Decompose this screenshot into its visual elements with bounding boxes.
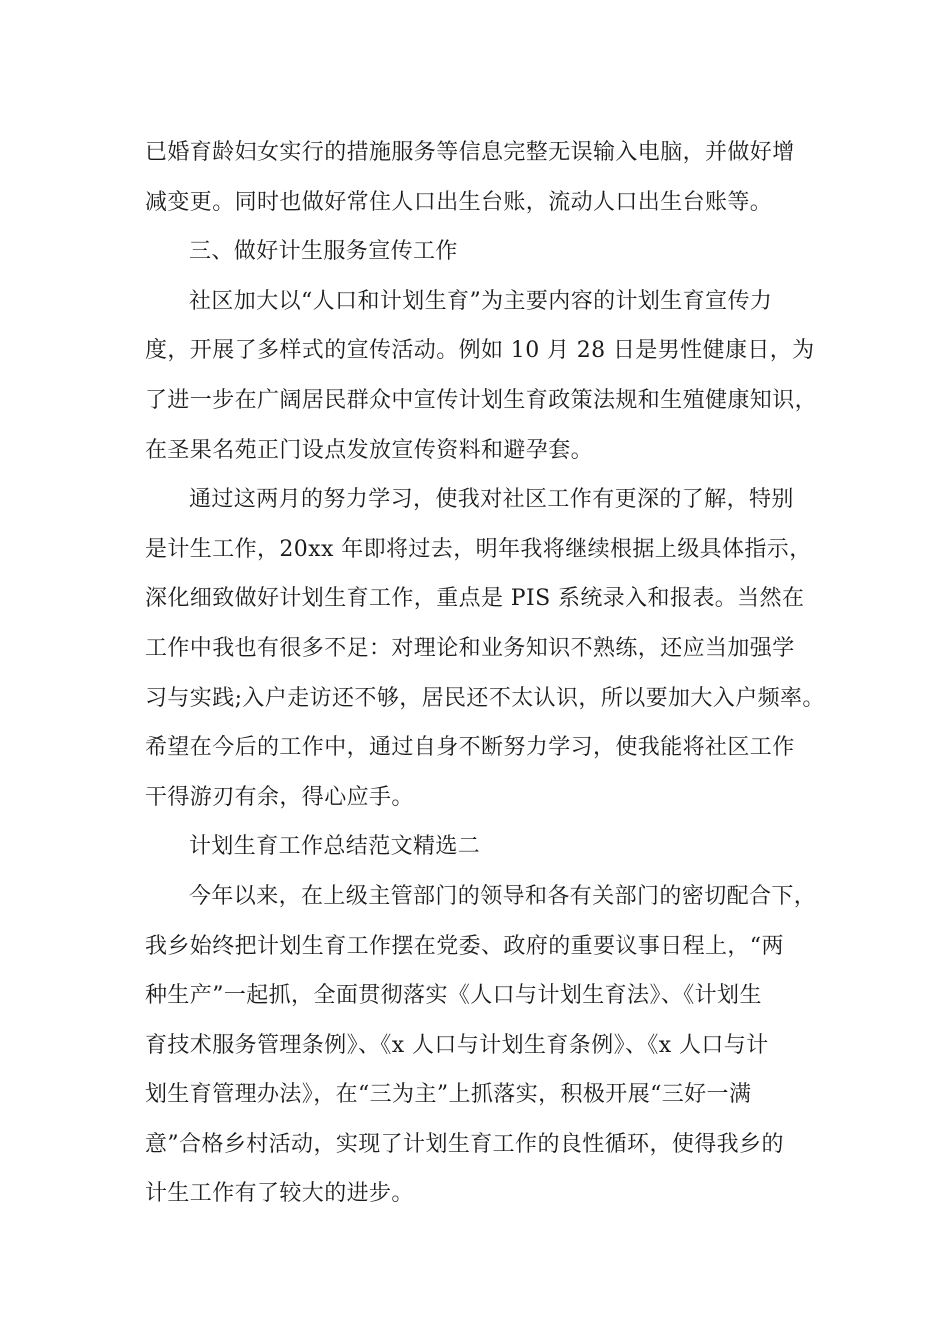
text-line: 意”合格乡村活动，实现了计划生育工作的良性循环，使得我乡的 [145, 1131, 784, 1157]
text-line: 深化细致做好计划生育工作，重点是 PIS 系统录入和报表。当然在 [145, 586, 805, 612]
paragraph-reflection [145, 475, 825, 822]
text-line: 通过这两月的努力学习，使我对社区工作有更深的了解，特别 [189, 487, 794, 513]
text-line: 我乡始终把计划生育工作摆在党委、政府的重要议事日程上，“两 [145, 933, 784, 959]
text-line: 是计生工作，20xx 年即将过去，明年我将继续根据上级具体指示， [145, 536, 812, 562]
text-line: 干得游刃有余，得心应手。 [145, 784, 414, 810]
text-line: 了进一步在广阔居民群众中宣传计划生育政策法规和生殖健康知识， [145, 387, 818, 413]
text-line: 种生产”一起抓，全面贯彻落实《人口与计划生育法》、《计划生 [145, 983, 762, 1009]
text-line: 计生工作有了较大的进步。 [145, 1181, 414, 1207]
paragraph-publicity [145, 277, 818, 475]
text-line: 社区加大以“人口和计划生育”为主要内容的计划生育宣传力 [189, 288, 773, 314]
text-line: 今年以来，在上级主管部门的领导和各有关部门的密切配合下， [189, 883, 817, 909]
text-line: 已婚育龄妇女实行的措施服务等信息完整无误输入电脑，并做好增 [145, 140, 795, 165]
text-line: 减变更。同时也做好常住人口出生台账，流动人口出生台账等。 [145, 189, 773, 215]
text-line: 划生育管理办法》，在“三为主”上抓落实，积极开展“三好一满 [145, 1082, 752, 1108]
paragraph-registration [145, 128, 807, 227]
section-heading-3 [145, 227, 807, 277]
text-line: 度，开展了多样式的宣传活动。例如 10 月 28 日是男性健康日，为 [145, 338, 815, 364]
heading-line: 三、做好计生服务宣传工作 [189, 239, 458, 265]
text-line: 育技术服务管理条例》、《x 人口与计划生育条例》、《x 人口与计 [145, 1032, 769, 1058]
text-line: 在圣果名苑正门设点发放宣传资料和避孕套。 [145, 437, 594, 463]
heading-line: 计划生育工作总结范文精选二 [189, 834, 481, 860]
text-line: 习与实践;入户走访还不够，居民还不太认识，所以要加大入户频率。 [145, 685, 825, 711]
paragraph-summary [145, 872, 817, 1219]
document-body [145, 128, 825, 1219]
text-line: 工作中我也有很多不足：对理论和业务知识不熟练，还应当加强学 [145, 635, 795, 661]
article-title-2 [145, 822, 807, 872]
text-line: 希望在今后的工作中，通过自身不断努力学习，使我能将社区工作 [145, 735, 795, 761]
